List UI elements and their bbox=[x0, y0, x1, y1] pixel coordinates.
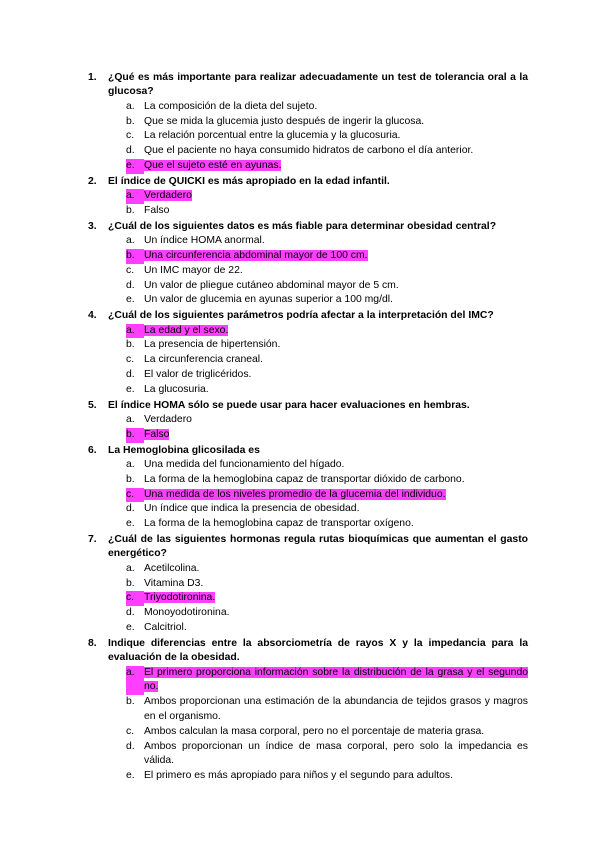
option-letter: b. bbox=[126, 428, 144, 443]
question-number: 1. bbox=[88, 72, 97, 83]
question-3 bbox=[88, 220, 528, 308]
answer-option bbox=[126, 502, 528, 517]
question-5 bbox=[88, 399, 528, 443]
option-text: Falso bbox=[144, 205, 170, 216]
option-text: Ambos calculan la masa corporal, pero no el porcentaje de materia grasa. bbox=[144, 725, 485, 737]
option-text: Un IMC mayor de 22. bbox=[144, 264, 243, 276]
option-text: La composición de la dieta del sujeto. bbox=[144, 100, 318, 112]
highlighted-answer bbox=[144, 249, 528, 264]
question-text: El índice de QUICKI es más apropiado en la edad infantil. bbox=[108, 175, 390, 187]
question-text: La Hemoglobina glicosilada es bbox=[108, 444, 260, 456]
answer-option bbox=[126, 621, 528, 636]
question-heading bbox=[88, 533, 528, 562]
option-text: La circunferencia craneal. bbox=[144, 354, 263, 366]
answer-options bbox=[88, 562, 528, 636]
option-text: La glucosuria. bbox=[144, 383, 209, 395]
question-number: 8. bbox=[88, 637, 97, 649]
answer-option bbox=[126, 249, 528, 264]
answer-highlight: La edad y el sexo. bbox=[144, 324, 229, 336]
option-letter: c. bbox=[126, 264, 135, 276]
option-letter: e. bbox=[126, 770, 135, 782]
option-text: La forma de la hemoglobina capaz de transportar oxígeno. bbox=[144, 518, 414, 530]
question-number: 4. bbox=[88, 310, 97, 322]
option-text: Ambos proporcionan un índice de masa corporal, pero solo la impedancia es válida. bbox=[144, 740, 528, 767]
question-number: 6. bbox=[88, 444, 97, 456]
option-letter: a. bbox=[126, 666, 144, 696]
option-letter: a. bbox=[126, 189, 144, 204]
option-letter: d. bbox=[126, 607, 135, 619]
answer-highlight: Una medida de los niveles promedio de la glucemia del individuo. bbox=[144, 488, 446, 500]
option-letter: b. bbox=[126, 577, 135, 589]
question-text: ¿Cuál de las siguientes hormonas regula rutas bioquímicas que aumentan el gasto energético? bbox=[108, 533, 528, 560]
option-letter: a. bbox=[126, 324, 144, 339]
answer-highlight: Verdadero bbox=[144, 190, 192, 202]
answer-options bbox=[88, 458, 528, 532]
option-text: Que se mida la glucemia justo después de ingerir la glucosa. bbox=[144, 115, 425, 127]
answer-option bbox=[126, 695, 528, 725]
question-heading bbox=[88, 220, 528, 234]
option-letter: c. bbox=[126, 354, 135, 366]
answer-option bbox=[126, 458, 528, 473]
option-text: El valor de triglicéridos. bbox=[144, 368, 252, 380]
answer-options bbox=[88, 413, 528, 443]
question-heading bbox=[88, 444, 528, 458]
option-letter: c. bbox=[126, 591, 144, 606]
answer-option bbox=[126, 129, 528, 144]
answer-option bbox=[126, 353, 528, 368]
option-letter: d. bbox=[126, 145, 135, 157]
option-letter: e. bbox=[126, 159, 144, 174]
answer-option bbox=[126, 769, 528, 784]
option-text: La presencia de hipertensión. bbox=[144, 339, 281, 351]
question-heading bbox=[88, 309, 528, 323]
option-text: Que el paciente no haya consumido hidratos de carbono el día anterior. bbox=[144, 145, 474, 157]
option-text: Monoyodotironina. bbox=[144, 607, 230, 619]
option-letter: a. bbox=[126, 235, 135, 247]
option-letter: a. bbox=[126, 458, 135, 470]
question-heading bbox=[88, 175, 528, 189]
question-heading bbox=[88, 637, 528, 666]
option-text: Calcitriol. bbox=[144, 621, 187, 633]
answer-options bbox=[88, 189, 528, 219]
question-number: 7. bbox=[88, 533, 97, 545]
answer-option bbox=[126, 473, 528, 488]
answer-highlight: Una circunferencia abdominal mayor de 100 cm. bbox=[144, 250, 368, 261]
option-text: Un valor de glucemia en ayunas superior a 100 mg/dl. bbox=[144, 294, 393, 306]
option-letter: b. bbox=[126, 205, 135, 216]
highlighted-answer bbox=[144, 591, 528, 606]
option-letter: c. bbox=[126, 725, 135, 737]
answer-option bbox=[126, 383, 528, 398]
answer-option bbox=[126, 517, 528, 532]
answer-option bbox=[126, 293, 528, 308]
option-text: El primero es más apropiado para niños y el segundo para adultos. bbox=[144, 770, 454, 782]
answer-option bbox=[126, 413, 528, 428]
option-text: Un índice que indica la presencia de obesidad. bbox=[144, 503, 360, 515]
answer-option bbox=[126, 562, 528, 577]
option-text: Un valor de pliegue cutáneo abdominal mayor de 5 cm. bbox=[144, 279, 399, 291]
option-letter: b. bbox=[126, 115, 135, 127]
option-letter: e. bbox=[126, 621, 135, 633]
answer-options bbox=[88, 100, 528, 174]
option-letter: a. bbox=[126, 100, 135, 112]
option-text: Ambos proporcionan una estimación de la abundancia de tejidos grasos y magros en el organismo. bbox=[144, 696, 528, 722]
option-text: La forma de la hemoglobina capaz de transportar dióxido de carbono. bbox=[144, 473, 465, 485]
answer-option bbox=[126, 279, 528, 294]
answer-highlight: Que el sujeto esté en ayunas. bbox=[144, 160, 282, 171]
answer-options bbox=[88, 666, 528, 784]
option-letter: a. bbox=[126, 562, 135, 574]
question-1 bbox=[88, 71, 528, 174]
question-text: ¿Cuál de los siguientes datos es más fiable para determinar obesidad central? bbox=[108, 220, 497, 232]
question-2 bbox=[88, 175, 528, 219]
answer-options bbox=[88, 324, 528, 398]
answer-option bbox=[126, 159, 528, 174]
question-heading bbox=[88, 399, 528, 413]
option-letter: e. bbox=[126, 383, 135, 395]
answer-option bbox=[126, 591, 528, 606]
answer-option bbox=[126, 428, 528, 443]
highlighted-answer bbox=[144, 324, 528, 339]
answer-option bbox=[126, 740, 528, 770]
highlighted-answer bbox=[144, 189, 528, 204]
option-text: La relación porcentual entre la glucemia y la glucosuria. bbox=[144, 130, 401, 142]
option-text: Una medida del funcionamiento del hígado. bbox=[144, 458, 345, 470]
option-text: Un índice HOMA anormal. bbox=[144, 235, 265, 247]
question-6 bbox=[88, 444, 528, 532]
answer-option bbox=[126, 100, 528, 115]
answer-highlight: Triyodotironina. bbox=[144, 592, 216, 604]
answer-option bbox=[126, 666, 528, 696]
option-letter: c. bbox=[126, 488, 144, 503]
question-number: 2. bbox=[88, 175, 97, 187]
option-letter: a. bbox=[126, 413, 135, 425]
option-text: Vitamina D3. bbox=[144, 577, 204, 589]
question-4 bbox=[88, 309, 528, 397]
question-text: El índice HOMA sólo se puede usar para hacer evaluaciones en hembras. bbox=[108, 399, 470, 411]
answer-option bbox=[126, 488, 528, 503]
answer-option bbox=[126, 606, 528, 621]
question-number: 3. bbox=[88, 220, 97, 232]
option-letter: b. bbox=[126, 696, 135, 708]
highlighted-answer bbox=[144, 488, 528, 503]
option-letter: b. bbox=[126, 473, 135, 485]
option-letter: e. bbox=[126, 518, 135, 530]
question-text: ¿Qué es más importante para realizar adecuadamente un test de tolerancia oral a la glucosa? bbox=[108, 72, 528, 98]
question-text: Indique diferencias entre la absorciometría de rayos X y la impedancia para la evaluación de la obesidad. bbox=[108, 637, 528, 664]
highlighted-answer bbox=[144, 666, 528, 696]
answer-highlight: El primero proporciona información sobre la distribución de la grasa y el segundo no. bbox=[144, 666, 528, 693]
answer-option bbox=[126, 577, 528, 592]
answer-option bbox=[126, 725, 528, 740]
highlighted-answer bbox=[144, 159, 528, 174]
answer-option bbox=[126, 338, 528, 353]
answer-option bbox=[126, 368, 528, 383]
option-letter: d. bbox=[126, 279, 135, 291]
answer-option bbox=[126, 204, 528, 219]
highlighted-answer bbox=[144, 428, 528, 443]
answer-options bbox=[88, 234, 528, 308]
question-text: ¿Cuál de los siguientes parámetros podría afectar a la interpretación del IMC? bbox=[108, 310, 494, 322]
answer-option bbox=[126, 324, 528, 339]
question-heading bbox=[88, 71, 528, 100]
option-letter: e. bbox=[126, 294, 135, 306]
option-letter: d. bbox=[126, 740, 135, 752]
question-list bbox=[88, 70, 528, 784]
answer-option bbox=[126, 144, 528, 159]
option-letter: b. bbox=[126, 249, 144, 264]
option-text: Acetilcolina. bbox=[144, 562, 200, 574]
question-8 bbox=[88, 637, 528, 784]
answer-option bbox=[126, 234, 528, 249]
answer-option bbox=[126, 264, 528, 279]
option-letter: d. bbox=[126, 503, 135, 515]
answer-option bbox=[126, 189, 528, 204]
option-letter: d. bbox=[126, 368, 135, 380]
option-letter: c. bbox=[126, 130, 135, 142]
question-number: 5. bbox=[88, 399, 97, 411]
answer-highlight: Falso bbox=[144, 428, 170, 440]
option-letter: b. bbox=[126, 339, 135, 351]
question-7 bbox=[88, 533, 528, 636]
answer-option bbox=[126, 115, 528, 130]
option-text: Verdadero bbox=[144, 413, 192, 425]
